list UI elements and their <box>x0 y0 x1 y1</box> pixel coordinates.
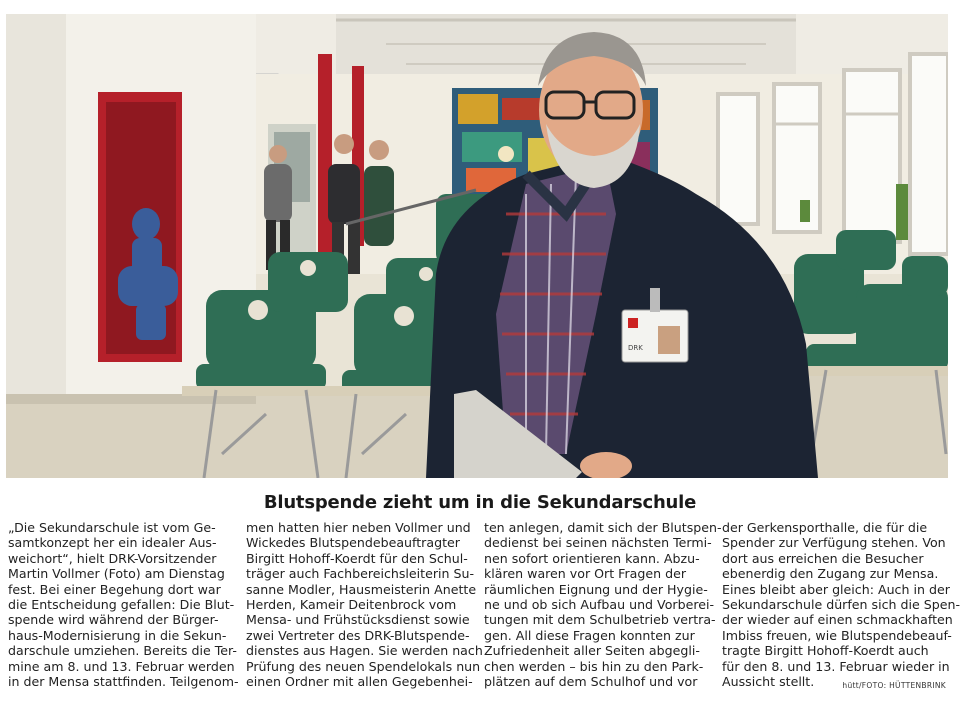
text-line: spende wird während der Bürger- <box>8 612 219 628</box>
text-line: für den 8. und 13. Februar wieder in <box>722 658 950 674</box>
article-headline: Blutspende zieht um in die Sekundarschule <box>263 492 697 513</box>
text-line: die Entscheidung gefallen: Die Blut- <box>8 597 235 613</box>
text-line: Mensa- und Frühstücksdienst sowie <box>246 612 470 628</box>
text-line: plätzen auf dem Schulhof und vor <box>484 674 698 690</box>
article-photo <box>6 14 948 478</box>
text-line: tungen mit dem Schulbetrieb vertra- <box>484 612 716 628</box>
text-line: weichort“, hielt DRK-Vorsitzender <box>8 550 217 566</box>
article-column-3 <box>484 520 722 690</box>
text-line: dedienst bei seinen nächsten Termi- <box>484 535 712 551</box>
text-line: nen sofort orientieren kann. Abzu- <box>484 550 700 566</box>
text-line: chen werden – bis hin zu den Park- <box>484 658 704 674</box>
text-line: ne und ob sich Aufbau und Vorberei- <box>484 597 715 613</box>
text-line: zwei Vertreter des DRK-Blutspende- <box>246 627 470 643</box>
text-line: Birgitt Hohoff-Koerdt für den Schul- <box>246 550 468 566</box>
article-column-1 <box>8 520 239 690</box>
badge-label: DRK <box>628 344 643 352</box>
text-line: Prüfung des neuen Spendelokals nun <box>246 658 481 674</box>
text-line: haus-Modernisierung in die Sekun- <box>8 627 227 643</box>
text-line: ten anlegen, damit sich der Blutspen- <box>484 520 722 535</box>
text-line: träger auch Fachbereichsleiterin Su- <box>246 566 475 582</box>
article-body <box>8 520 960 696</box>
text-line: Herden, Kameir Deitenbrock vom <box>246 597 457 613</box>
text-line: Spender zur Verfügung stehen. Von <box>722 535 946 551</box>
text-line: „Die Sekundarschule ist vom Ge- <box>8 520 216 535</box>
text-line: tragte Birgitt Hohoff-Koerdt auch <box>722 643 929 659</box>
photo-credit: hütt/FOTO: HÜTTENBRINK <box>842 681 946 690</box>
text-line: ebenerdig den Zugang zur Mensa. <box>722 566 939 582</box>
text-line: dort aus erreichen die Besucher <box>722 550 924 566</box>
text-line: Zufriedenheit aller Seiten abgegli- <box>484 643 700 659</box>
text-line: der Gerkensporthalle, die für die <box>722 520 928 535</box>
text-line: Wickedes Blutspendebeauftragter <box>246 535 460 551</box>
text-line: Aussicht stellt. <box>722 674 815 690</box>
text-line: klären waren vor Ort Fragen der <box>484 566 687 582</box>
text-line: gen. All diese Fragen konnten zur <box>484 627 695 643</box>
text-line: Sekundarschule dürfen sich die Spen- <box>722 597 960 613</box>
text-line: Imbiss freuen, wie Blutspendebeauf- <box>722 627 952 643</box>
red-pillar <box>318 54 332 254</box>
photo-illustration <box>6 14 948 478</box>
text-line: Eines bleibt aber gleich: Auch in der <box>722 581 950 597</box>
text-line: sanne Modler, Hausmeisterin Anette <box>246 581 477 597</box>
text-line: Martin Vollmer (Foto) am Dienstag <box>8 566 225 582</box>
text-line: men hatten hier neben Vollmer und <box>246 520 471 535</box>
text-line: darschule umziehen. Bereits die Ter- <box>8 643 237 659</box>
text-line: in der Mensa stattfinden. Teilgenom- <box>8 674 239 690</box>
text-line: mine am 8. und 13. Februar werden <box>8 658 235 674</box>
article-column-4 <box>722 520 960 690</box>
text-line: dienstes aus Hagen. Sie werden nach <box>246 643 483 659</box>
text-line: räumlichen Eignung und der Hygie- <box>484 581 708 597</box>
text-line: samtkonzept her ein idealer Aus- <box>8 535 217 551</box>
article-column-2 <box>246 520 483 690</box>
text-line: einen Ordner mit allen Gegebenhei- <box>246 674 473 690</box>
text-line: fest. Bei einer Begehung dort war <box>8 581 221 597</box>
text-line: der wieder auf einen schmackhaften <box>722 612 953 628</box>
